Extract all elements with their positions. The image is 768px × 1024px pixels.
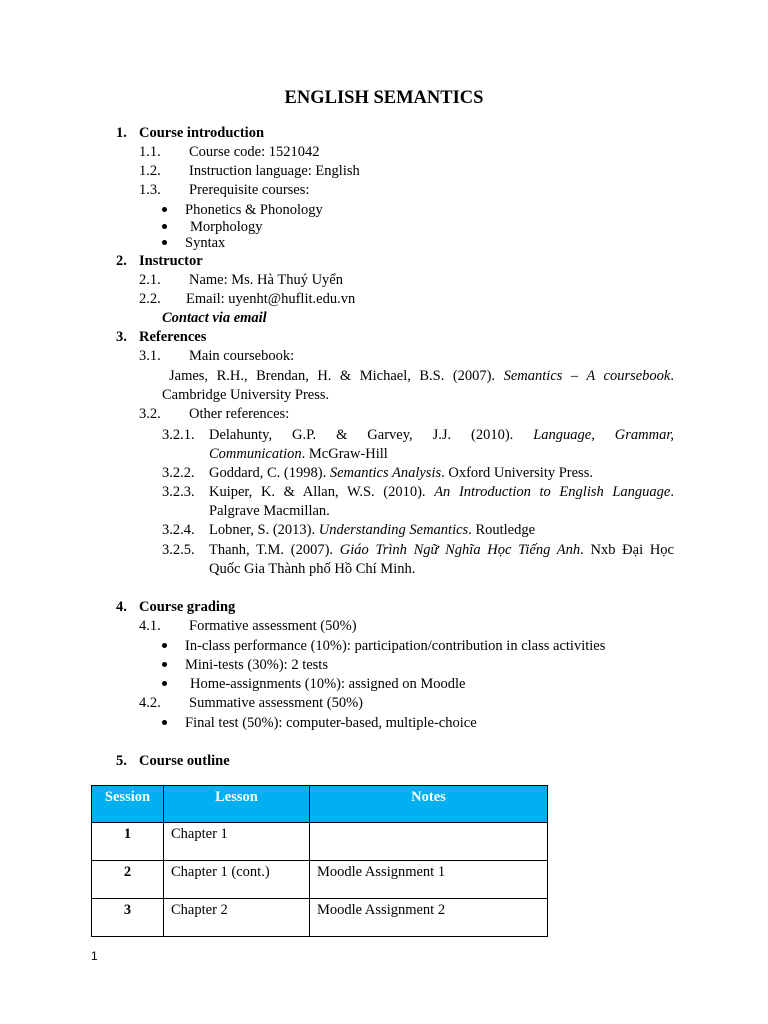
bullet-icon — [162, 643, 167, 648]
ref-number: 3.2.5. — [162, 542, 195, 558]
item-number: 1.2. — [139, 163, 161, 179]
instructor-email: Email: uyenht@huflit.edu.vn — [186, 291, 356, 307]
column-header-notes: Notes — [310, 786, 548, 823]
section-number: 3. — [116, 329, 127, 345]
section-number: 2. — [116, 253, 127, 269]
main-coursebook-citation: James, R.H., Brendan, H. & Michael, B.S. (2007). Semantics – A coursebook. — [169, 368, 674, 384]
section-number: 1. — [116, 125, 127, 141]
section-heading: Instructor — [139, 253, 203, 269]
page-number: 1 — [91, 949, 98, 963]
reference-item-cont: Communication. McGraw-Hill — [209, 446, 388, 462]
contact-note: Contact via email — [162, 310, 267, 326]
reference-item: Kuiper, K. & Allan, W.S. (2010). An Introduction to English Language. — [209, 484, 674, 500]
item-number: 2.2. — [139, 291, 161, 307]
table-header-row — [92, 786, 548, 823]
list-item: Final test (50%): computer-based, multiple-choice — [185, 715, 477, 731]
list-item: Syntax — [185, 235, 226, 251]
session-cell: 1 — [92, 823, 164, 861]
session-cell: 2 — [92, 861, 164, 899]
lesson-cell: Chapter 2 — [164, 899, 310, 937]
section-heading: Course introduction — [139, 125, 265, 141]
lesson-cell: Chapter 1 — [164, 823, 310, 861]
bullet-icon — [162, 207, 167, 212]
section-number: 5. — [116, 753, 127, 769]
table-row — [92, 899, 548, 937]
column-header-session: Session — [92, 786, 164, 823]
bullet-icon — [162, 662, 167, 667]
bullet-icon — [162, 240, 167, 245]
bullet-icon — [162, 720, 167, 725]
reference-item: Lobner, S. (2013). Understanding Semantics. Routledge — [209, 522, 536, 538]
prerequisite-label: Prerequisite courses: — [189, 182, 310, 198]
item-number: 4.2. — [139, 695, 161, 711]
reference-item-cont: Quốc Gia Thành phố Hồ Chí Minh. — [209, 561, 416, 577]
instructor-name: Name: Ms. Hà Thuý Uyển — [189, 272, 343, 288]
summative-assessment: Summative assessment (50%) — [189, 695, 363, 711]
item-number: 1.3. — [139, 182, 161, 198]
ref-number: 3.2.1. — [162, 427, 195, 443]
list-item: Morphology — [190, 219, 263, 235]
ref-number: 3.2.3. — [162, 484, 195, 500]
reference-item-cont: Palgrave Macmillan. — [209, 503, 330, 519]
column-header-lesson: Lesson — [164, 786, 310, 823]
bullet-icon — [162, 681, 167, 686]
section-number: 4. — [116, 599, 127, 615]
list-item: In-class performance (10%): participation/contribution in class activities — [185, 638, 606, 654]
ref-number: 3.2.2. — [162, 465, 195, 481]
list-item: Mini-tests (30%): 2 tests — [185, 657, 328, 673]
section-heading: Course grading — [139, 599, 236, 615]
item-number: 4.1. — [139, 618, 161, 634]
bullet-icon — [162, 224, 167, 229]
main-coursebook-publisher: Cambridge University Press. — [162, 387, 330, 403]
item-number: 3.2. — [139, 406, 161, 422]
main-coursebook-label: Main coursebook: — [189, 348, 295, 364]
other-references-label: Other references: — [189, 406, 290, 422]
reference-item: Thanh, T.M. (2007). Giáo Trình Ngữ Nghĩa Học Tiếng Anh. Nxb Đại Học — [209, 542, 674, 558]
instruction-language: Instruction language: English — [189, 163, 360, 179]
item-number: 2.1. — [139, 272, 161, 288]
lesson-cell: Chapter 1 (cont.) — [164, 861, 310, 899]
notes-cell: Moodle Assignment 1 — [310, 861, 548, 899]
formative-assessment: Formative assessment (50%) — [189, 618, 357, 634]
list-item: Home-assignments (10%): assigned on Moodle — [190, 676, 466, 692]
item-number: 3.1. — [139, 348, 161, 364]
table-row — [92, 861, 548, 899]
course-code: Course code: 1521042 — [189, 144, 320, 160]
section-heading: References — [139, 329, 207, 345]
reference-item: Delahunty, G.P. & Garvey, J.J. (2010). Language, Grammar, — [209, 427, 674, 443]
notes-cell — [310, 823, 548, 861]
reference-item: Goddard, C. (1998). Semantics Analysis. Oxford University Press. — [209, 465, 593, 481]
notes-cell: Moodle Assignment 2 — [310, 899, 548, 937]
table-row — [92, 823, 548, 861]
ref-number: 3.2.4. — [162, 522, 195, 538]
section-heading: Course outline — [139, 753, 230, 769]
session-cell: 3 — [92, 899, 164, 937]
item-number: 1.1. — [139, 144, 161, 160]
page-title: ENGLISH SEMANTICS — [284, 88, 484, 108]
list-item: Phonetics & Phonology — [185, 202, 323, 218]
course-outline-table — [91, 785, 548, 937]
